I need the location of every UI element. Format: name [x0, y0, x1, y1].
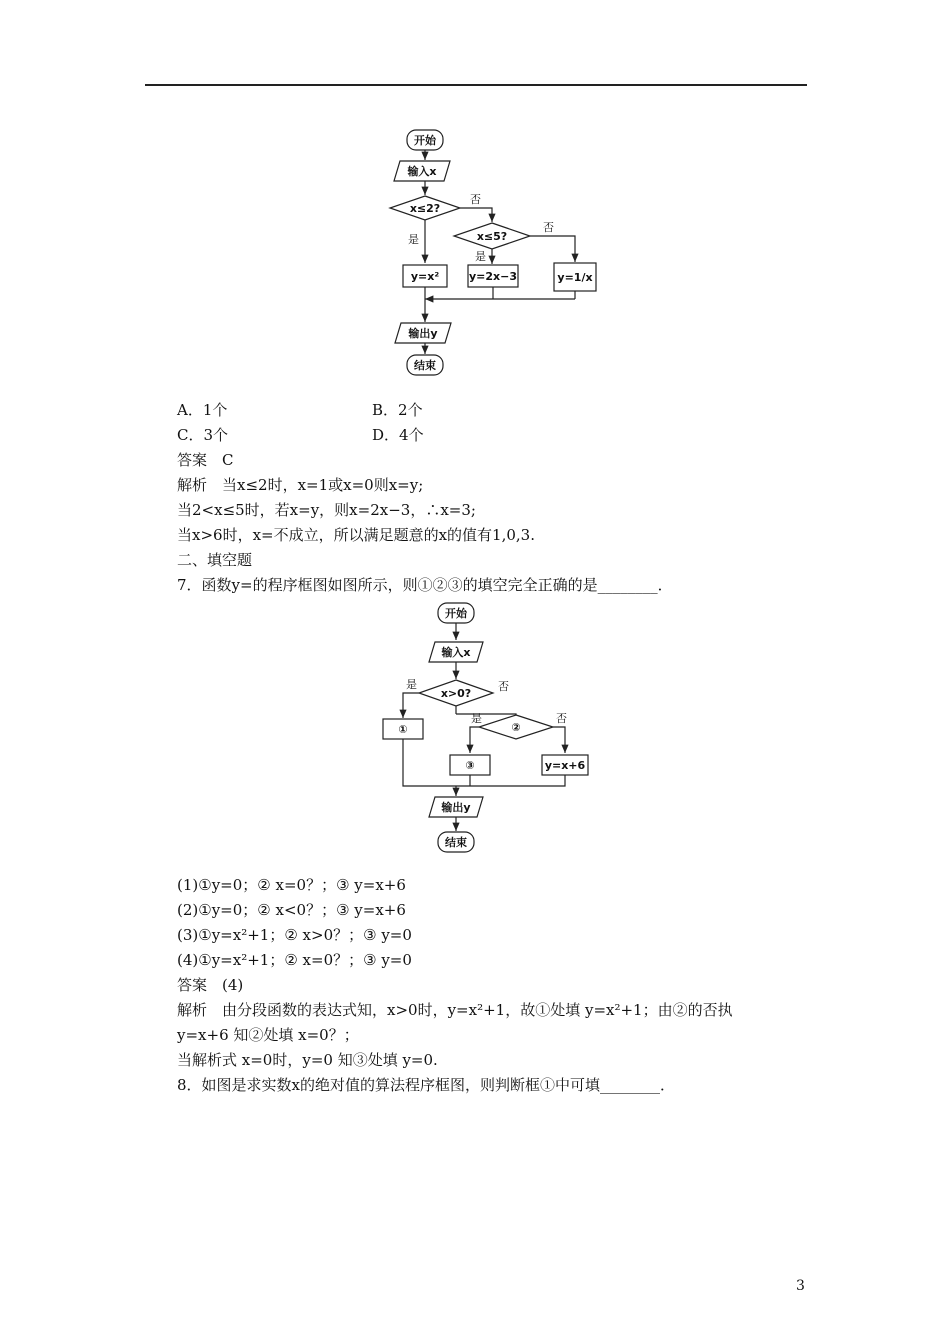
analysis-1-line-2: 当2<x≤5时，若x=y，则x=2x−3，∴x=3; [177, 501, 476, 519]
answer-2: 答案 (4) [177, 976, 244, 994]
fc1-no1: 否 [470, 193, 481, 206]
fc1-box1-text: y=x² [410, 270, 440, 283]
flowchart-2 [378, 600, 598, 855]
fc2-yes2: 是 [471, 712, 482, 725]
analysis-1-line-1: 解析 当x≤2时，x=1或x=0则x=y; [177, 476, 424, 494]
fc1-box2-text: y=2x−3 [468, 270, 518, 283]
fc2-box4-text: y=x+6 [544, 759, 586, 772]
fc2-start-text: 开始 [445, 607, 467, 620]
fc2-cond2-text: ② [511, 721, 521, 734]
question-7: 7．函数y=的程序框图如图所示，则①②③的填空完全正确的是________． [177, 576, 673, 594]
fc1-box3-text: y=1/x [557, 271, 593, 284]
fc1-yes2: 是 [475, 250, 486, 263]
question-8: 8．如图是求实数x的绝对值的算法程序框图，则判断框①中可填________． [177, 1076, 676, 1094]
fc2-box1-text: ① [398, 723, 408, 736]
fc2-yes1: 是 [406, 678, 417, 691]
fc2-end-text: 结束 [445, 836, 467, 849]
fc1-yes1: 是 [408, 233, 419, 246]
option-d: D．4个 [372, 426, 424, 444]
fc1-start-text: 开始 [414, 134, 436, 147]
fc1-no2: 否 [543, 221, 554, 234]
header-rule [145, 84, 807, 86]
analysis-2-line-2: y=x+6 知②处填 x=0？； [177, 1026, 359, 1044]
q7-option-2: (2)①y=0；② x<0？；③ y=x+6 [177, 901, 406, 919]
answer-1: 答案 C [177, 451, 234, 469]
fc2-box3-text: ③ [465, 759, 475, 772]
page-number: 3 [796, 1278, 805, 1294]
section-heading: 二、填空题 [177, 551, 253, 569]
fc2-output-text: 输出y [441, 801, 471, 814]
q7-option-3: (3)①y=x²+1；② x>0？；③ y=0 [177, 926, 412, 944]
fc1-cond1-text: x≤2? [409, 202, 441, 215]
analysis-1-line-3: 当x>6时，x=不成立，所以满足题意的x的值有1,0,3. [177, 526, 535, 544]
fc1-cond2-text: x≤5? [476, 230, 508, 243]
option-c: C．3个 [177, 426, 229, 444]
flowchart-1 [380, 125, 620, 380]
fc2-input-text: 输入x [441, 646, 471, 659]
option-b: B．2个 [372, 401, 423, 419]
fc1-end-text: 结束 [414, 359, 436, 372]
fc2-no1: 否 [498, 680, 509, 693]
fc2-cond1-text: x>0? [440, 687, 472, 700]
analysis-2-line-1: 解析 由分段函数的表达式知，x>0时，y=x²+1，故①处填 y=x²+1；由②的否执 [177, 1001, 733, 1019]
fc1-output-text: 输出y [408, 327, 438, 340]
option-a: A．1个 [177, 401, 228, 419]
analysis-2-line-3: 当解析式 x=0时，y=0 知③处填 y=0. [177, 1051, 438, 1069]
fc2-no2: 否 [556, 712, 567, 725]
fc1-input-text: 输入x [407, 165, 437, 178]
q7-option-4: (4)①y=x²+1；② x=0？；③ y=0 [177, 951, 412, 969]
q7-option-1: (1)①y=0；② x=0？；③ y=x+6 [177, 876, 406, 894]
